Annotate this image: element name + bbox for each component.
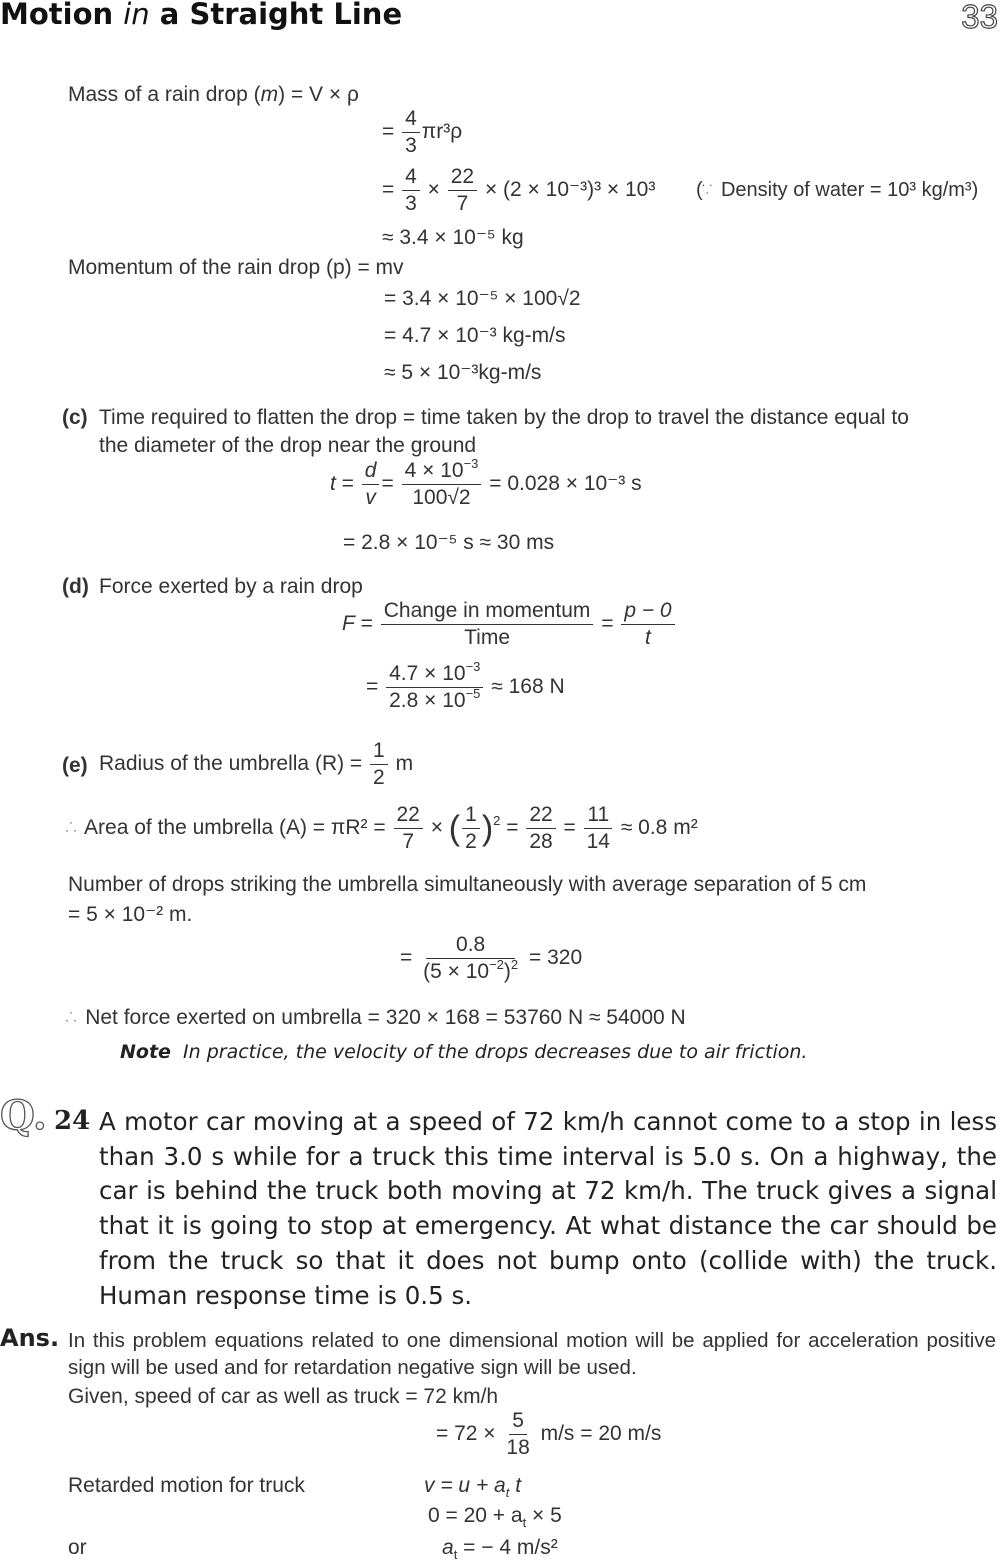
retarded-label: Retarded motion for truck bbox=[68, 1474, 305, 1497]
time-equation: t = $\frac{d}{v}$ = $\frac{4 \times 10^{-3}}{100√2}$ = 0.028 × 10⁻³ s bbox=[330, 456, 642, 510]
radius-line: Radius of the umbrella (R) = $\frac{1}{2}$ m bbox=[99, 739, 414, 790]
given-speed: Given, speed of car as well as truck = 72 km/h bbox=[68, 1385, 499, 1408]
note: Note In practice, the velocity of the drops decreases due to air friction. bbox=[120, 1041, 808, 1063]
area-line: ∴ Area of the umbrella (A) = πR² = $\frac{22}{7}$ × ( $\frac{1}{2}$ )$^2$ = $\frac{22}{28}$ = $\frac{11}{14}$ ≈ 0.8 m² bbox=[66, 803, 698, 854]
speed-conversion: = 72 × $\frac{5}{18}$ m/s = 20 m/s bbox=[436, 1409, 662, 1460]
answer-intro: In this problem equations related to one dimensional motion will be applied for acceleration positive sign will be used and for retardation negative sign will be used. bbox=[68, 1329, 996, 1379]
mass-label: Mass of a rain drop (m) = V × ρ bbox=[68, 83, 359, 106]
mass-eq-1: = $\frac{4}{3}$ πr³ρ bbox=[382, 107, 463, 158]
part-d-label: (d) bbox=[62, 575, 89, 598]
momentum-label: Momentum of the rain drop (p) = mv bbox=[68, 256, 404, 279]
part-e-label: (e) bbox=[62, 754, 88, 777]
density-note: (∵ Density of water = 10³ kg/m³) bbox=[696, 179, 979, 201]
question-text: A motor car moving at a speed of 72 km/h cannot come to a stop in less than 3.0 s while for a truck this time interval is 5.0 s. On a highway, the car is behind the truck both moving at 72 km/h. The truck gives a signal that it is going to stop at emergency. At what distance the car should be from the truck so that it does not bump onto (collide with) the truck. Human response time is 0.5 s. bbox=[99, 1107, 997, 1310]
eq-zero: $0 = 20 + a_t \times 5$ bbox=[428, 1504, 562, 1530]
part-c-text-2: the diameter of the drop near the ground bbox=[99, 434, 477, 457]
drops-equation: = $\frac{0.8}{(5 \times 10^{-2})^2}$ = 320 bbox=[400, 933, 583, 984]
mass-result: ≈ 3.4 × 10⁻⁵ kg bbox=[382, 226, 524, 249]
momentum-eq-3: ≈ 5 × 10⁻³kg-m/s bbox=[384, 361, 542, 384]
part-c-text-1: Time required to flatten the drop = time taken by the drop to travel the distance equal to bbox=[99, 406, 909, 429]
eq-at: $a_t$ = − 4 m/s² bbox=[442, 1536, 558, 1562]
question-mark-label: Q. bbox=[0, 1092, 47, 1139]
time-result: = 2.8 × 10⁻⁵ s ≈ 30 ms bbox=[343, 531, 555, 554]
net-force: ∴ Net force exerted on umbrella = 320 × 168 = 53760 N ≈ 54000 N bbox=[66, 1006, 686, 1029]
momentum-eq-1: = 3.4 × 10⁻⁵ × 100√2 bbox=[384, 287, 581, 310]
force-equation: F = $\frac{\text{Change in momentum}}{\text{Time}}$ = $\frac{p - 0}{t}$ bbox=[342, 600, 677, 649]
force-result: = $\frac{4.7 \times 10^{-3}}{2.8 \times 10^{-5}}$ ≈ 168 N bbox=[366, 659, 565, 713]
part-c-label: (c) bbox=[62, 406, 88, 429]
question-number: 24 bbox=[54, 1106, 91, 1136]
answer-label: Ans. bbox=[0, 1324, 60, 1352]
momentum-eq-2: = 4.7 × 10⁻³ kg-m/s bbox=[384, 324, 566, 347]
or-label: or bbox=[68, 1536, 87, 1559]
drops-text-2: = 5 × 10⁻² m. bbox=[68, 903, 193, 926]
mass-eq-2: = $\frac{4}{3}$ × $\frac{22}{7}$ × (2 × 10⁻³)³ × 10³ bbox=[382, 165, 656, 216]
chapter-title: Motion in a Straight Line bbox=[0, 0, 403, 31]
part-d-text: Force exerted by a rain drop bbox=[99, 575, 363, 598]
drops-text-1: Number of drops striking the umbrella simultaneously with average separation of 5 cm bbox=[68, 873, 867, 896]
eq-v: $v = u + a_t$ t bbox=[424, 1474, 522, 1500]
page-number: 33 bbox=[961, 0, 998, 35]
